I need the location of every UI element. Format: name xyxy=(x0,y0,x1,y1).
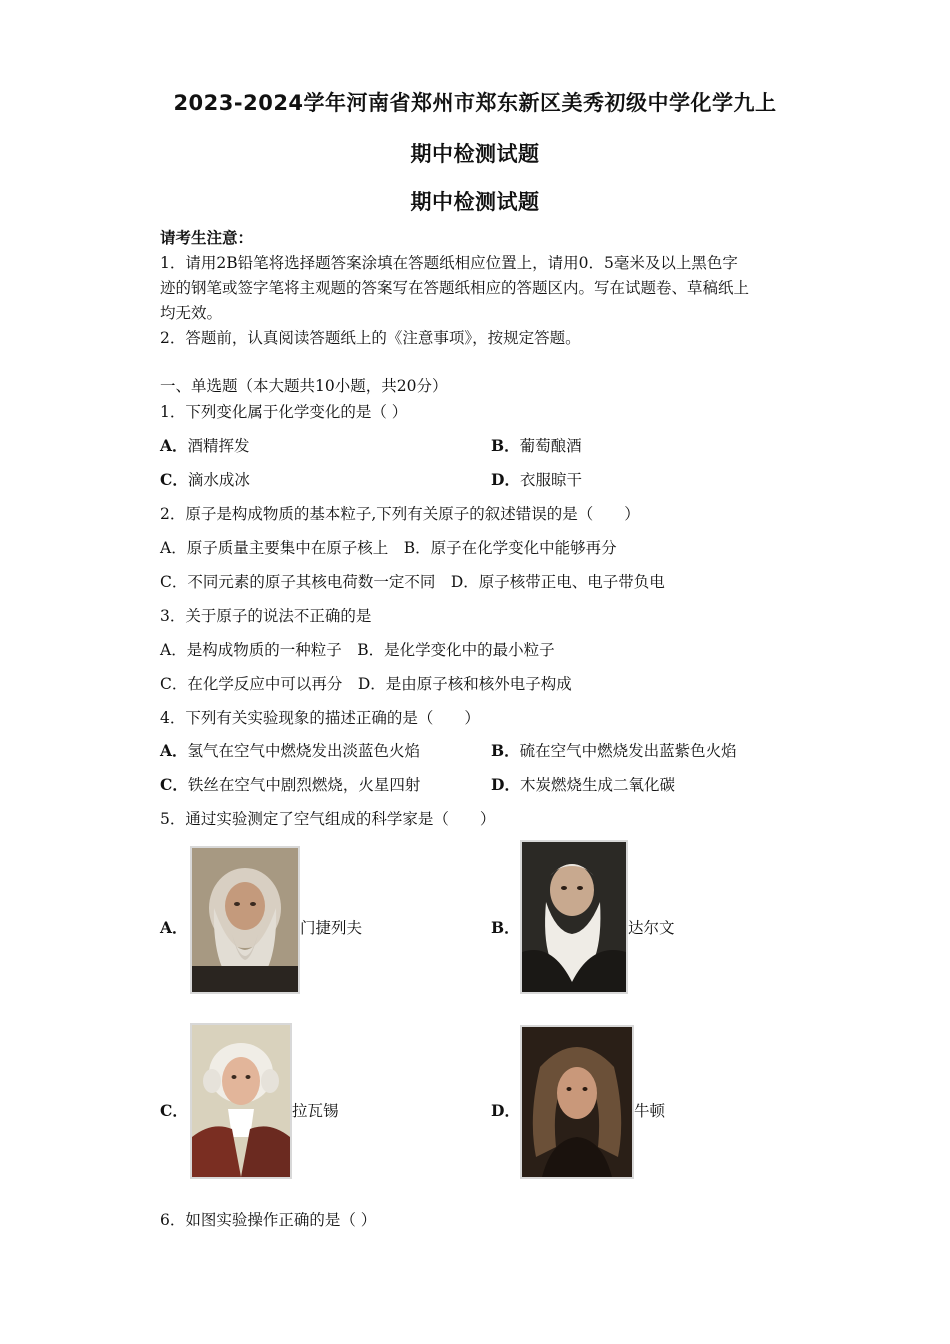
question-2-options-row-1: A．原子质量主要集中在原子核上 B．原子在化学变化中能够再分 xyxy=(160,539,617,557)
question-4-option-b xyxy=(491,741,737,761)
page-subtitle-repeat: 期中检测试题 xyxy=(410,190,540,214)
notice-heading: 请考生注意： xyxy=(160,228,254,247)
darwin-portrait xyxy=(520,840,628,994)
option-label: D． xyxy=(491,470,520,489)
notice-item-1-line-1: 1．请用2B铅笔将选择题答案涂填在答题纸相应位置上，请用0．5毫米及以上黑色字 xyxy=(160,254,738,272)
question-1-option-d xyxy=(491,470,582,490)
section-heading: 一、单选题（本大题共10小题，共20分） xyxy=(160,377,448,395)
question-5-option-c-label: C． xyxy=(160,1101,188,1120)
question-1-option-c xyxy=(160,470,250,490)
option-label: D． xyxy=(491,775,520,794)
notice-item-2: 2．答题前，认真阅读答题纸上的《注意事项》，按规定答题。 xyxy=(160,329,581,347)
question-2-stem: 2．原子是构成物质的基本粒子,下列有关原子的叙述错误的是（ ） xyxy=(160,505,640,523)
question-3-options-row-2: C．在化学反应中可以再分 D．是由原子核和核外电子构成 xyxy=(160,675,572,693)
question-5-option-d-label: D． xyxy=(491,1101,520,1120)
question-3-stem: 3．关于原子的说法不正确的是 xyxy=(160,607,372,625)
question-5-stem: 5．通过实验测定了空气组成的科学家是（ ） xyxy=(160,810,496,828)
newton-portrait xyxy=(520,1025,634,1179)
notice-item-1-line-3: 均无效。 xyxy=(160,304,223,322)
option-text: 酒精挥发 xyxy=(187,437,250,455)
page-subtitle: 期中检测试题 xyxy=(410,142,540,166)
option-label: B． xyxy=(491,436,520,455)
question-4-stem: 4．下列有关实验现象的描述正确的是（ ） xyxy=(160,709,480,727)
question-5-option-b-label: B． xyxy=(491,918,520,937)
option-label: B． xyxy=(491,741,520,760)
option-text: 滴水成冰 xyxy=(187,471,250,489)
question-6-stem: 6．如图实验操作正确的是（ ） xyxy=(160,1211,377,1229)
question-4-option-c xyxy=(160,775,420,795)
question-4-option-d xyxy=(491,775,675,795)
question-4-option-a xyxy=(160,741,420,761)
option-text: 葡萄酿酒 xyxy=(519,437,582,455)
question-1-option-b xyxy=(491,436,582,456)
notice-item-1-line-2: 迹的钢笔或签字笔将主观题的答案写在答题纸相应的答题区内。写在试题卷、草稿纸上 xyxy=(160,279,750,297)
page-title: 2023-2024学年河南省郑州市郑东新区美秀初级中学化学九上 xyxy=(173,91,777,115)
question-5-option-c-name: 拉瓦锡 xyxy=(292,1102,339,1120)
question-1-option-a xyxy=(160,436,250,456)
option-text: 衣服晾干 xyxy=(519,471,582,489)
option-text: 氢气在空气中燃烧发出淡蓝色火焰 xyxy=(187,742,421,760)
lavoisier-portrait xyxy=(190,1023,292,1179)
question-5-option-a-label: A． xyxy=(160,918,188,937)
question-5-option-b-name: 达尔文 xyxy=(628,919,675,937)
question-1-stem: 1．下列变化属于化学变化的是（ ） xyxy=(160,403,408,421)
option-text: 硫在空气中燃烧发出蓝紫色火焰 xyxy=(519,742,737,760)
mendeleev-portrait xyxy=(190,846,300,994)
question-3-options-row-1: A．是构成物质的一种粒子 B．是化学变化中的最小粒子 xyxy=(160,641,555,659)
option-label: A． xyxy=(160,436,188,455)
question-5-option-d-name: 牛顿 xyxy=(634,1102,666,1120)
option-label: C． xyxy=(160,470,188,489)
option-label: A． xyxy=(160,741,188,760)
question-2-options-row-2: C．不同元素的原子其核电荷数一定不同 D．原子核带正电、电子带负电 xyxy=(160,573,665,591)
option-text: 铁丝在空气中剧烈燃烧，火星四射 xyxy=(187,776,421,794)
option-label: C． xyxy=(160,775,188,794)
option-text: 木炭燃烧生成二氧化碳 xyxy=(519,776,675,794)
question-5-option-a-name: 门捷列夫 xyxy=(300,919,363,937)
